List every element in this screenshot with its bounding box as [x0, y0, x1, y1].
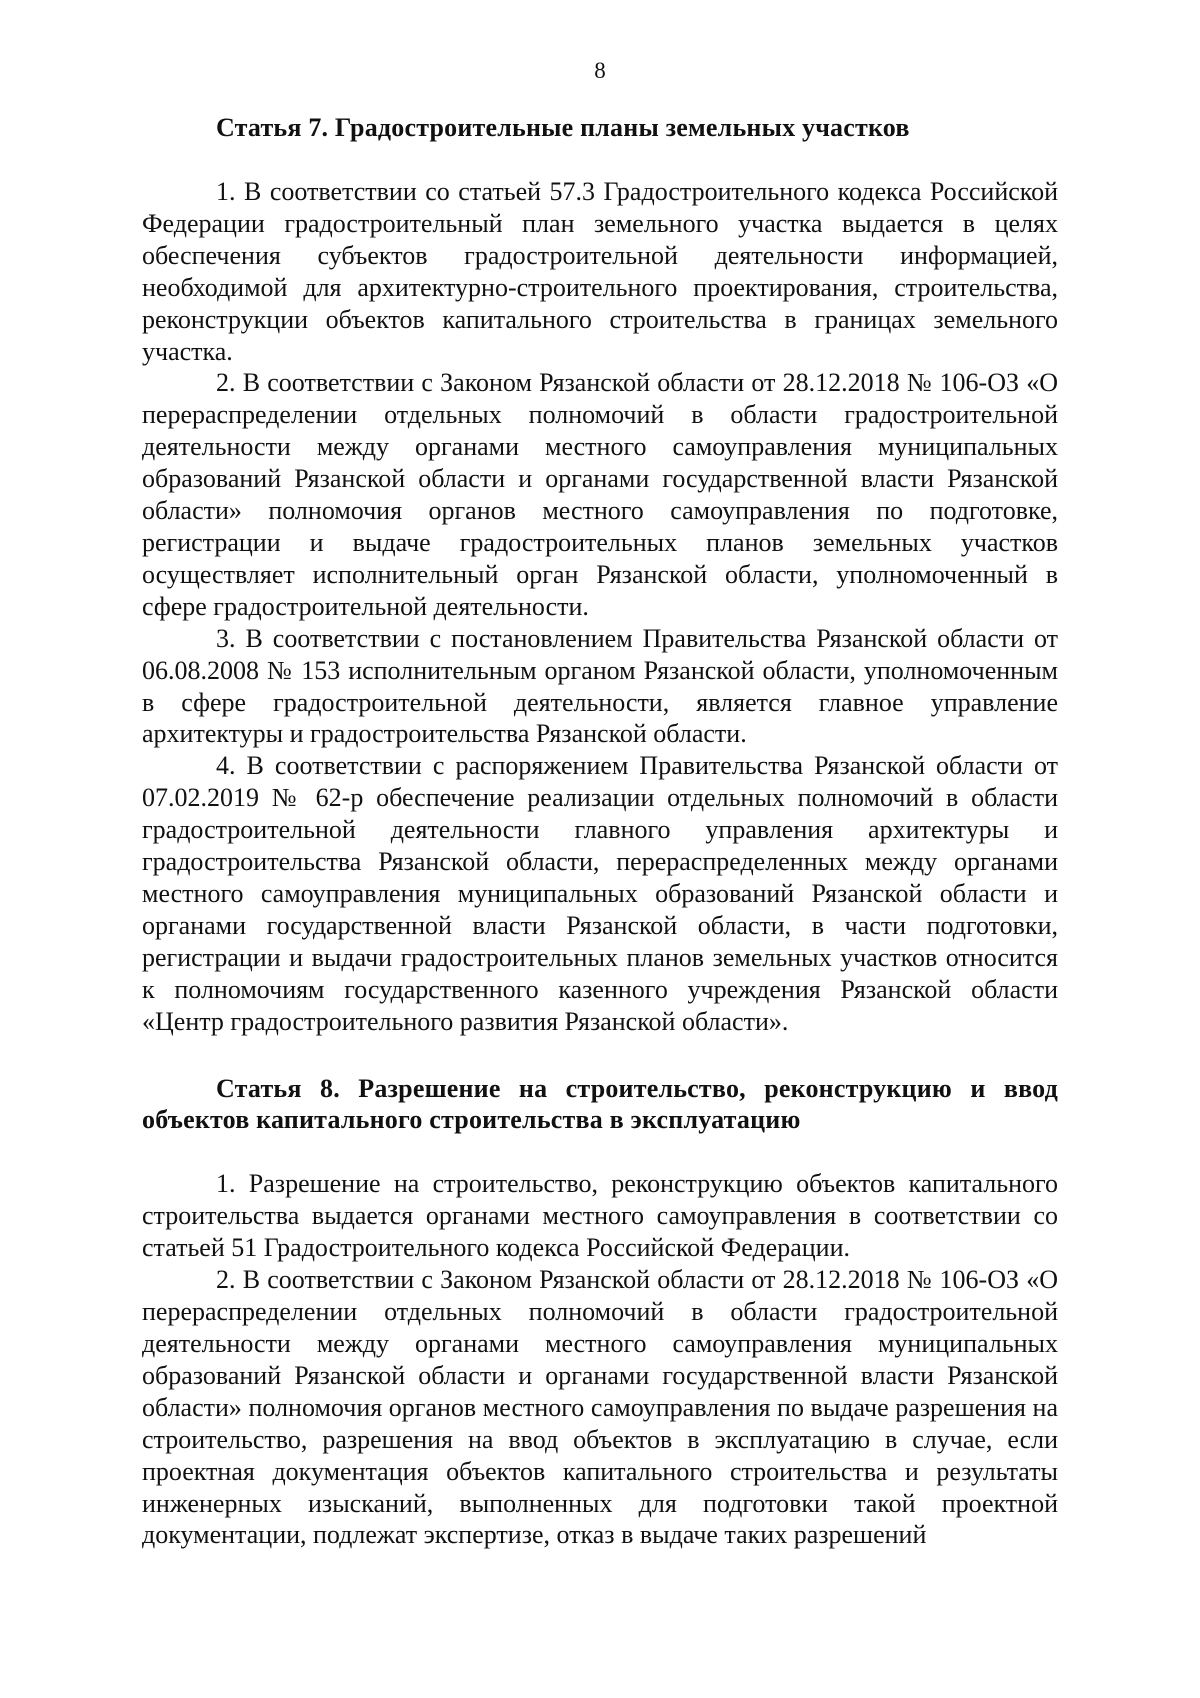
article-7-heading: Статья 7. Градостроительные планы земельных участков [216, 113, 910, 142]
article-8-paragraph-1: 1. Разрешение на строительство, реконструкцию объектов капитального строительства выдается органами местного самоуправления в соответствии со статьей 51 Градостроительного кодекса Российской Федерации. [142, 1169, 1058, 1263]
article-7-paragraph-2: 2. В соответствии с Законом Рязанской области от 28.12.2018 № 106-ОЗ «О перераспределении отдельных полномочий в области градостроительной деятельности между органами местного самоуправления муниципальных образований Рязанской области и органами государственной власти Рязанской области» полномочия органов местного самоуправления по подготовке, регистрации и выдаче градостроительных планов земельных участков осуществляет исполнительный орган Рязанской области, уполномоченный в сфере градостроительной деятельности. [142, 368, 1058, 621]
article-7-paragraph-4: 4. В соответствии с распоряжением Правительства Рязанской области от 07.02.2019 № 62-р обеспечение реализации отдельных полномочий в области градостроительной деятельности главного управления архитектуры и градостроительства Рязанской области, перераспределенных между органами местного самоуправления муниципальных образований Рязанской области и органами государственной власти Рязанской области, в части подготовки, регистрации и выдачи градостроительных планов земельных участков относится к полномочиям государственного казенного учреждения Рязанской области «Центр градостроительного развития Рязанской области». [142, 751, 1058, 1036]
spacer [142, 1135, 1058, 1168]
article-7-paragraph-3: 3. В соответствии с постановлением Правительства Рязанской области от 06.08.2008 № 153 исполнительным органом Рязанской области, уполномоченным в сфере градостроительной деятельности, является главное управление архитектуры и градостроительства Рязанской области. [142, 623, 1058, 749]
document-body [142, 112, 1058, 1551]
article-8-heading: Статья 8. Разрешение на строительство, реконструкцию и ввод объектов капитального строительства в эксплуатацию [142, 1074, 1058, 1135]
article-8-paragraph-2: 2. В соответствии с Законом Рязанской области от 28.12.2018 № 106-ОЗ «О перераспределении отдельных полномочий в области градостроительной деятельности между органами местного самоуправления муниципальных образований Рязанской области и органами государственной власти Рязанской области» полномочия органов местного самоуправления по выдаче разрешения на строительство, разрешения на ввод объектов в эксплуатацию в случае, если проектная документация объектов капитального строительства и результаты инженерных изысканий, выполненных для подготовки такой проектной документации, подлежат экспертизе, отказ в выдаче таких разрешений [142, 1265, 1058, 1550]
article-7-paragraph-1: 1. В соответствии со статьей 57.3 Градостроительного кодекса Российской Федерации градостроительный план земельного участка выдается в целях обеспечения субъектов градостроительной деятельности информацией, необходимой для архитектурно-строительного проектирования, строительства, реконструкции объектов капитального строительства в границах земельного участка. [142, 177, 1058, 366]
page-number: 8 [594, 58, 606, 83]
spacer [142, 143, 1058, 176]
